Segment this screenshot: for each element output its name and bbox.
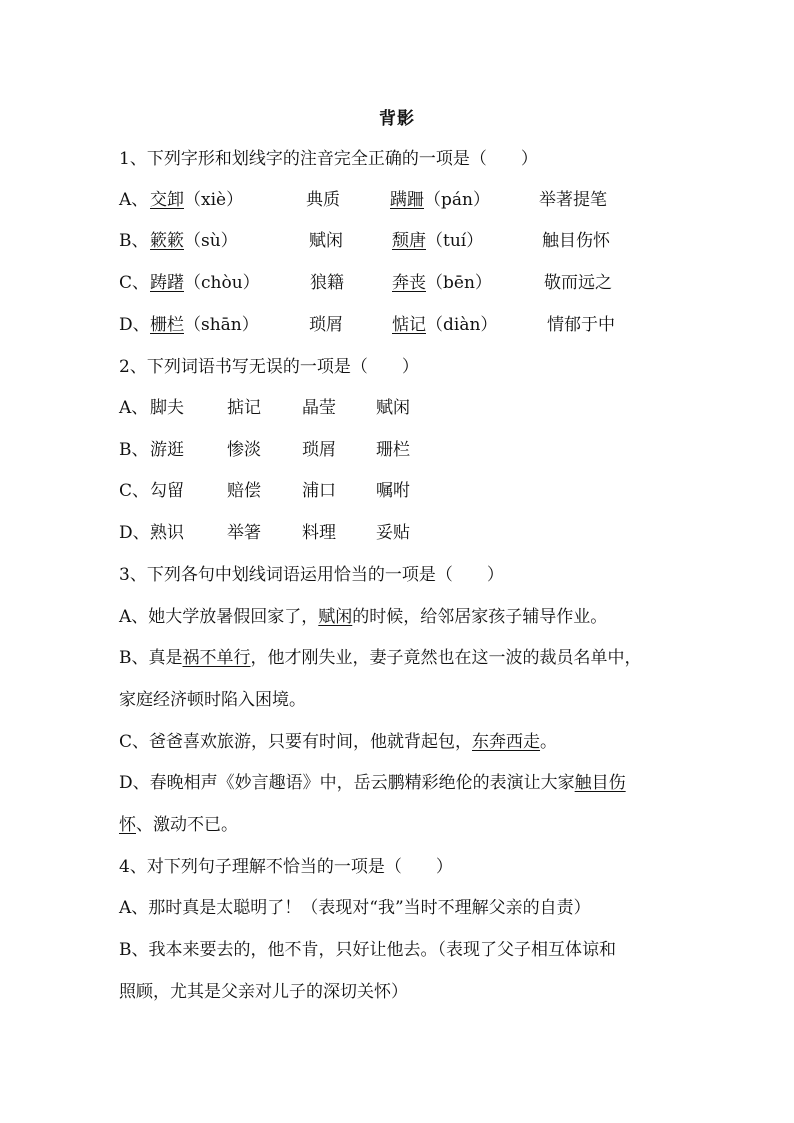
question-3-stem: 3、下列各句中划线词语运用恰当的一项是（ ） (119, 565, 504, 585)
underlined-word: 簌簌 (150, 231, 184, 251)
option-word: 妥贴 (376, 523, 410, 543)
pinyin: （bēn） (426, 273, 492, 293)
sentence-text: A、她大学放暑假回家了， (119, 607, 319, 627)
option-word: 脚夫 (150, 398, 184, 418)
pinyin: （shān） (184, 315, 259, 335)
option-word (150, 188, 243, 212)
underlined-word: 怀 (119, 815, 136, 835)
option-label: B、 (119, 231, 149, 251)
q4-option-a: A、那时真是太聪明了！（表现对“我”当时不理解父亲的自责） (119, 898, 591, 918)
underlined-word: 祸不单行 (182, 648, 251, 668)
pinyin: （pán） (424, 190, 490, 210)
option-label: A、 (119, 398, 149, 418)
option-word: 赋闲 (309, 231, 343, 251)
underlined-word: 奔丧 (392, 273, 426, 293)
pinyin: （tuí） (426, 231, 484, 251)
underlined-word: 惦记 (392, 315, 426, 335)
option-word: 敬而远之 (544, 273, 612, 293)
option-word: 举著提笔 (539, 190, 607, 210)
sentence-text: C、爸爸喜欢旅游，只要有时间，他就背起包， (119, 732, 473, 752)
option-word (392, 271, 492, 295)
sentence-text: 、激动不已。 (136, 815, 238, 835)
underlined-word: 触目伤 (574, 773, 626, 793)
q3-option-c (119, 730, 557, 754)
option-label: B、 (119, 440, 149, 460)
option-word: 晶莹 (302, 398, 336, 418)
underlined-word: 蹒跚 (390, 190, 424, 210)
pinyin: （xiè） (184, 190, 244, 210)
underlined-word: 踌躇 (150, 273, 184, 293)
q3-option-a (119, 605, 607, 629)
option-word: 游逛 (150, 440, 184, 460)
option-word (392, 229, 483, 253)
sentence-text: ，他才刚失业，妻子竟然也在这一波的裁员名单中， (250, 648, 642, 668)
underlined-word: 东奔西走 (472, 732, 541, 752)
page-title: 背影 (379, 109, 415, 129)
question-4-stem: 4、对下列句子理解不恰当的一项是（ ） (119, 857, 453, 877)
option-word: 赔偿 (227, 481, 261, 501)
option-label: A、 (119, 190, 149, 210)
option-word: 料理 (302, 523, 336, 543)
option-label: D、 (119, 523, 150, 543)
option-word: 浦口 (302, 481, 336, 501)
q4-option-b-continued: 照顾，尤其是父亲对儿子的深切关怀） (119, 982, 408, 1002)
sentence-text: 的时候，给邻居家孩子辅导作业。 (352, 607, 608, 627)
q4-option-b: B、我本来要去的，他不肯，只好让他去。（表现了父子相互体谅和 (119, 940, 616, 960)
q3-option-b-continued: 家庭经济顿时陷入困境。 (119, 690, 306, 710)
option-word: 勾留 (150, 481, 184, 501)
option-word: 触目伤怀 (542, 231, 610, 251)
option-word: 珊栏 (376, 440, 410, 460)
option-word: 赋闲 (376, 398, 410, 418)
underlined-word: 赋闲 (318, 607, 353, 627)
option-word: 嘱咐 (376, 481, 410, 501)
option-word: 狼籍 (310, 273, 344, 293)
sentence-text: 。 (540, 732, 558, 752)
option-word (150, 229, 238, 253)
option-label: C、 (119, 481, 150, 501)
option-word (150, 313, 259, 337)
option-word: 琐屑 (302, 440, 336, 460)
option-label: C、 (119, 273, 150, 293)
option-word (390, 188, 490, 212)
option-label: D、 (119, 315, 150, 335)
pinyin: （sù） (184, 231, 238, 251)
option-word: 举箸 (227, 523, 261, 543)
pinyin: （diàn） (426, 315, 498, 335)
sentence-text: D、春晚相声《妙言趣语》中，岳云鹏精彩绝伦的表演让大家 (119, 773, 575, 793)
option-word (392, 313, 497, 337)
option-word: 惨淡 (227, 440, 261, 460)
sentence-text: B、真是 (119, 648, 183, 668)
question-2-stem: 2、下列词语书写无误的一项是（ ） (119, 357, 419, 377)
q3-option-b (119, 646, 642, 670)
option-word: 熟识 (150, 523, 184, 543)
question-1-stem: 1、下列字形和划线字的注音完全正确的一项是（ ） (119, 149, 538, 169)
q3-option-d (119, 771, 626, 795)
underlined-word: 栅栏 (150, 315, 184, 335)
option-word: 琐屑 (309, 315, 343, 335)
pinyin: （chòu） (184, 273, 260, 293)
underlined-word: 颓唐 (392, 231, 426, 251)
option-word (150, 271, 260, 295)
underlined-word: 交卸 (150, 190, 184, 210)
option-word: 典质 (306, 190, 340, 210)
option-word: 情郁于中 (547, 315, 615, 335)
q3-option-d-continued (119, 813, 238, 837)
option-word: 掂记 (227, 398, 261, 418)
